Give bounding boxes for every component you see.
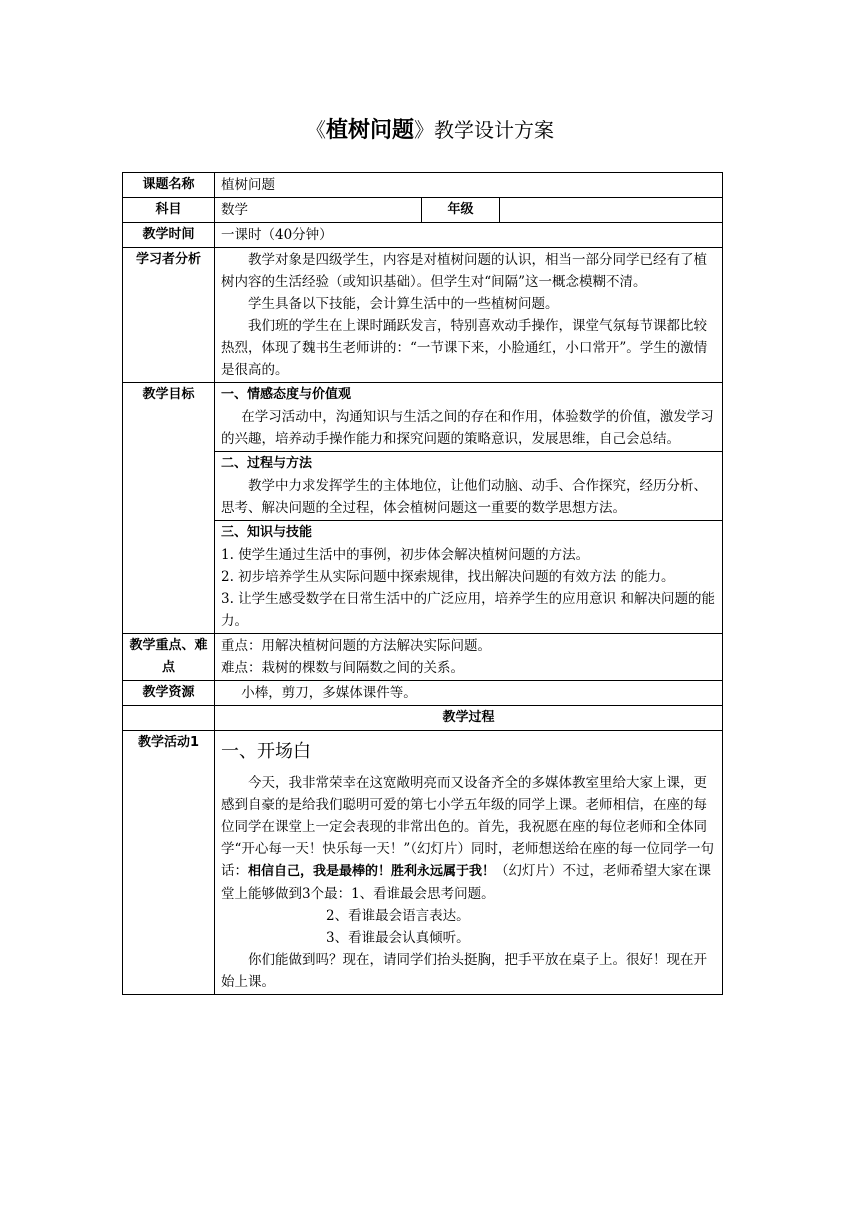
value-learner bbox=[215, 248, 723, 383]
process-label-empty bbox=[123, 706, 215, 731]
goal-3-cell bbox=[215, 521, 723, 634]
table-row-focus bbox=[123, 634, 723, 681]
table-row-topic bbox=[123, 173, 723, 198]
process-header: 教学过程 bbox=[215, 706, 723, 731]
label-grade: 年级 bbox=[422, 198, 500, 223]
activity-1-paragraph-2: 你们能做到吗？现在，请同学们抬头挺胸，把手平放在桌子上。很好！现在开始上课。 bbox=[221, 952, 707, 990]
table-row-process-header bbox=[123, 706, 723, 731]
learner-paragraph-1: 教学对象是四级学生，内容是对植树问题的认识，相当一部分同学已经有了植树内容的生活经验（或知识基础）。但学生对“间隔”这一概念模糊不清。 bbox=[221, 252, 707, 290]
value-resources: 小棒，剪刀，多媒体课件等。 bbox=[215, 681, 723, 706]
goal-3-item-3: 3. 让学生感受数学在日常生活中的广泛应用，培养学生的应用意识 和解决问题的能力。 bbox=[221, 591, 715, 629]
title-main: 植树问题 bbox=[325, 118, 414, 143]
goal-3-item-1: 1. 使学生通过生活中的事例，初步体会解决植树问题的方法。 bbox=[221, 547, 590, 563]
label-subject: 科目 bbox=[123, 198, 215, 223]
table-row-learner bbox=[123, 248, 723, 383]
activity-1-list-item-3: 3、看谁最会认真倾听。 bbox=[326, 930, 470, 946]
label-goals: 教学目标 bbox=[123, 383, 215, 634]
activity-1-heading: 一、开场白 bbox=[221, 741, 311, 762]
focus-difficulty: 难点：栽树的棵数与间隔数之间的关系。 bbox=[221, 660, 464, 676]
label-time: 教学时间 bbox=[123, 223, 215, 248]
table-row-subject bbox=[123, 198, 723, 223]
value-topic: 植树问题 bbox=[215, 173, 723, 198]
goal-1-cell bbox=[215, 383, 723, 452]
activity-1-para1-text: 今天，我非常荣幸在这宽敞明亮而又设备齐全的多媒体教室里给大家上课，更感到自豪的是给我们聪明可爱的第七小学五年级的同学上课。老师相信，在座的每位同学在课堂上一定会表现的非常出色的。首先，我祝愿在座的每位老师和全体同学“开心每一天！快乐每一天！”（幻灯片）同时，老师想送给在座的每一位同学一句话： bbox=[221, 775, 715, 879]
label-activity-1: 教学活动1 bbox=[123, 731, 215, 995]
label-focus: 教学重点、难点 bbox=[123, 634, 215, 681]
title-rest: 教学设计方案 bbox=[434, 118, 554, 142]
goal-2-title: 二、过程与方法 bbox=[221, 456, 313, 471]
value-grade bbox=[500, 198, 723, 223]
value-time: 一课时（40分钟） bbox=[215, 223, 723, 248]
learner-paragraph-2: 学生具备以下技能，会计算生活中的一些植树问题。 bbox=[248, 296, 559, 312]
table-row-goal-1 bbox=[123, 383, 723, 452]
document-title bbox=[0, 116, 860, 145]
activity-1-paragraph-1 bbox=[221, 772, 716, 905]
table-row-time bbox=[123, 223, 723, 248]
goal-2-text: 教学中力求发挥学生的主体地位，让他们动脑、动手、合作探究，经历分析、思考、解决问题的全过程，体会植树问题这一重要的数学思想方法。 bbox=[221, 478, 707, 516]
focus-key-point: 重点：用解决植树问题的方法解决实际问题。 bbox=[221, 638, 491, 654]
activity-1-para1-tail: （幻灯片）不过，老师希望大家在课堂上能够做到3个最：1、看谁最会思考问题。 bbox=[221, 863, 712, 902]
title-bracket-open: 《 bbox=[305, 118, 326, 142]
label-learner: 学习者分析 bbox=[123, 248, 215, 383]
goal-1-title: 一、情感态度与价值观 bbox=[221, 387, 352, 402]
lesson-plan-table bbox=[122, 172, 723, 995]
goal-3-item-2: 2. 初步培养学生从实际问题中探索规律，找出解决问题的有效方法 的能力。 bbox=[221, 569, 675, 585]
value-focus bbox=[215, 634, 723, 681]
goal-2-cell bbox=[215, 452, 723, 521]
goal-1-text: 在学习活动中，沟通知识与生活之间的存在和作用，体验数学的价值，激发学习的兴趣，培养动手操作能力和探究问题的策略意识，发展思维，自己会总结。 bbox=[221, 409, 714, 447]
title-bracket-close: 》 bbox=[414, 118, 434, 142]
activity-1-bold-quote: 相信自己，我是最棒的！胜利永远属于我！ bbox=[248, 864, 496, 879]
value-subject: 数学 bbox=[215, 198, 422, 223]
goal-3-title: 三、知识与技能 bbox=[221, 525, 313, 540]
table-row-resources bbox=[123, 681, 723, 706]
table-row-activity-1 bbox=[123, 731, 723, 995]
activity-1-list-item-2: 2、看谁最会语言表达。 bbox=[326, 908, 470, 924]
value-activity-1 bbox=[215, 731, 723, 995]
label-topic: 课题名称 bbox=[123, 173, 215, 198]
label-resources: 教学资源 bbox=[123, 681, 215, 706]
learner-paragraph-3: 我们班的学生在上课时踊跃发言，特别喜欢动手操作，课堂气氛每节课都比较热烈，体现了魏书生老师讲的：“一节课下来，小脸通红，小口常开”。学生的激情是很高的。 bbox=[221, 318, 708, 378]
